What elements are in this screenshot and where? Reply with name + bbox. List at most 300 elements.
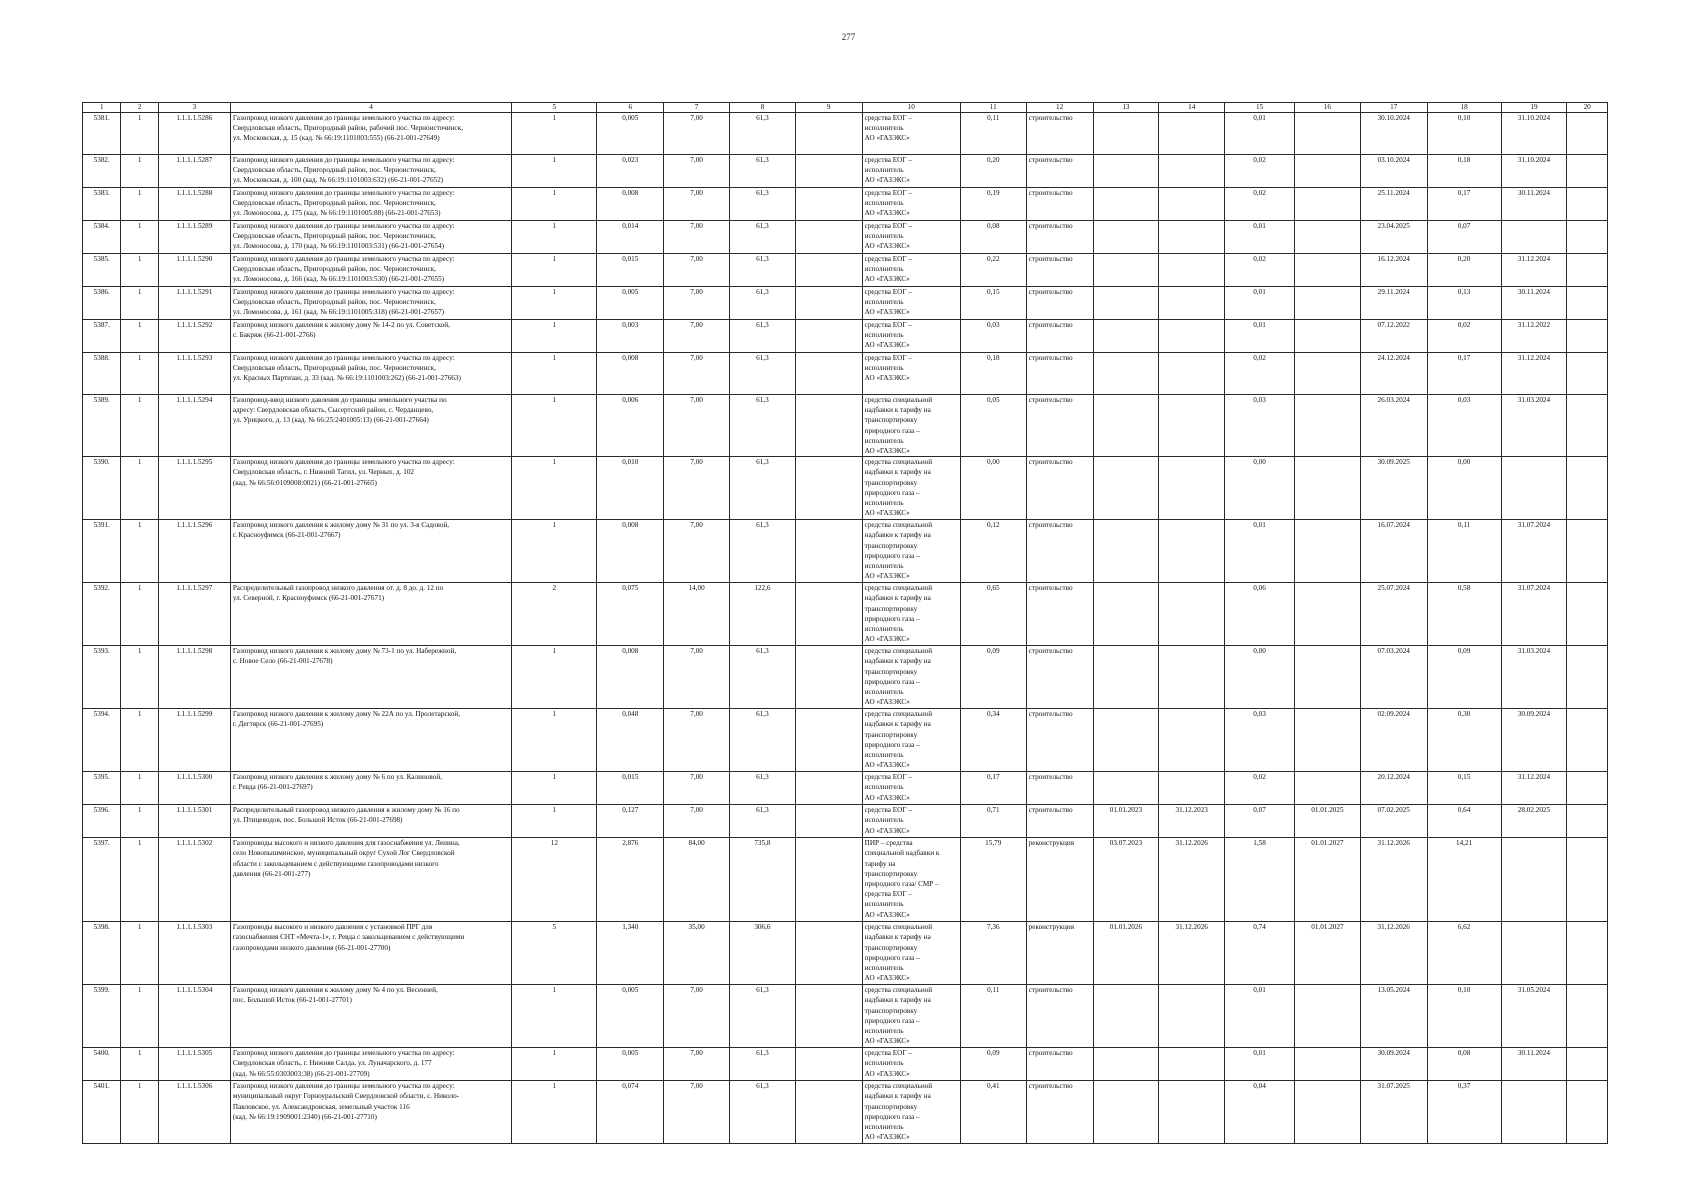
cell-object-code: 1.1.1.1.5286 [158,113,230,155]
cell-col-16 [1294,287,1360,320]
cell-commissioning-date: 31.03.2024 [1501,646,1567,709]
cell-col-2: 1 [121,113,158,155]
cell-col-2: 1 [121,395,158,457]
cell-col-5: 1 [512,985,597,1048]
cell-object-name: Распределительный газопровод низкого давления к жилому дому № 16 по ул. Птицеводов, пос. Большой Исток (66-21-001-27698) [230,805,512,838]
cell-col-9 [795,922,862,985]
cell-col-18: 0,13 [1427,287,1501,320]
cell-col-18: 0,09 [1427,646,1501,709]
cell-object-name: Газопровод низкого давления к жилому дому № 73-1 по ул. Набережной, с. Новое Село (66-21-001-27678) [230,646,512,709]
cell-col-20 [1567,709,1608,772]
cell-row-number: 5393. [83,646,121,709]
cell-commissioning-date: 31.05.2024 [1501,985,1567,1048]
cell-completion-date: 29.11.2024 [1360,287,1427,320]
cell-col-16 [1294,646,1360,709]
cell-col-16 [1294,254,1360,287]
cell-row-number: 5382. [83,155,121,188]
cell-col-16 [1294,353,1360,395]
cell-work-type: строительство [1026,395,1093,457]
cell-col-15: 0,01 [1225,320,1295,353]
cell-object-code: 1.1.1.1.5289 [158,221,230,254]
cell-object-name: Газопровод низкого давления до границы земельного участка по адресу: Свердловская область, Пригородный район, пос. Черноисточинск, ул. Ломоносова, д. 166 (кад. № 66:19:1101003:530) (66-21-001-27655) [230,254,512,287]
cell-completion-date: 26.03.2024 [1360,395,1427,457]
column-header-5: 5 [512,103,597,113]
cell-object-name: Газопровод низкого давления до границы земельного участка по адресу: муниципальный округ Горноуральский Свердловской области, с. Николо- Павловское, ул. Александровская, земельный участок 116 (кад. № 66:19:1909001:2340) (66-21-001-27710) [230,1081,512,1144]
table-row [83,1048,1608,1081]
cell-object-code: 1.1.1.1.5297 [158,583,230,646]
cell-col-15: 0,07 [1225,805,1295,838]
cell-col-15: 0,02 [1225,188,1295,221]
cell-completion-date: 07.12.2022 [1360,320,1427,353]
cell-col-18: 0,10 [1427,985,1501,1048]
cell-object-code: 1.1.1.1.5305 [158,1048,230,1081]
cell-col-7: 7,00 [664,287,730,320]
cell-col-2: 1 [121,287,158,320]
cell-completion-date: 24.12.2024 [1360,353,1427,395]
column-header-6: 6 [597,103,664,113]
cell-object-name: Газопровод низкого давления до границы земельного участка по адресу: Свердловская область, Пригородный район, пос. Черноисточинск, ул. Ломоносова, д. 175 (кад. № 66:19:1101005:88) (66-21-001-27653) [230,188,512,221]
cell-col-15: 0,03 [1225,709,1295,772]
cell-work-type: строительство [1026,221,1093,254]
cell-col-9 [795,395,862,457]
cell-col-15: 0,04 [1225,1081,1295,1144]
cell-col-16 [1294,1081,1360,1144]
cell-col-7: 84,00 [664,838,730,922]
cell-work-type: строительство [1026,805,1093,838]
cell-length: 0,075 [597,583,664,646]
cell-start-date [1093,709,1159,772]
cell-col-15: 0,01 [1225,985,1295,1048]
cell-work-type: строительство [1026,1081,1093,1144]
cell-commissioning-date: 28.02.2025 [1501,805,1567,838]
cell-col-16 [1294,985,1360,1048]
cell-col-7: 7,00 [664,221,730,254]
cell-col-15: 0,02 [1225,353,1295,395]
column-header-4: 4 [230,103,512,113]
cell-col-20 [1567,320,1608,353]
cell-length: 0,005 [597,1048,664,1081]
cell-col-20 [1567,1081,1608,1144]
cell-row-number: 5390. [83,457,121,520]
cell-end-date [1159,188,1225,221]
cell-col-16 [1294,188,1360,221]
cell-col-9 [795,772,862,805]
cell-commissioning-date [1501,922,1567,985]
cell-funding-source: средства специальной надбавки к тарифу на транспортировку природного газа – исполнитель АО «ГАЗЭКС» [862,395,960,457]
cell-col-16 [1294,583,1360,646]
cell-length: 0,003 [597,320,664,353]
cell-start-date [1093,1048,1159,1081]
cell-length: 0,008 [597,646,664,709]
column-header-8: 8 [730,103,796,113]
column-header-13: 13 [1093,103,1159,113]
cell-completion-date: 30.09.2025 [1360,457,1427,520]
cell-col-8: 61,3 [730,646,796,709]
cell-col-5: 1 [512,221,597,254]
cell-commissioning-date: 30.11.2024 [1501,1048,1567,1081]
cell-col-2: 1 [121,1081,158,1144]
cell-row-number: 5397. [83,838,121,922]
cell-col-5: 1 [512,113,597,155]
cell-completion-date: 20.12.2024 [1360,772,1427,805]
cell-col-15: 0,01 [1225,113,1295,155]
cell-col-16 [1294,1048,1360,1081]
cell-row-number: 5384. [83,221,121,254]
table-row [83,320,1608,353]
cell-col-7: 7,00 [664,155,730,188]
cell-commissioning-date: 31.03.2024 [1501,395,1567,457]
cell-col-8: 61,3 [730,709,796,772]
column-header-16: 16 [1294,103,1360,113]
cell-object-name: Газопровод-ввод низкого давления до границы земельного участка по адресу: Свердловская область, Сысертский район, с. Черданцево, ул. Урицкого, д. 13 (кад. № 66:25:2401005:13) (66-21-001-27664) [230,395,512,457]
cell-object-code: 1.1.1.1.5293 [158,353,230,395]
table-row [83,287,1608,320]
cell-col-2: 1 [121,320,158,353]
cell-row-number: 5392. [83,583,121,646]
cell-col-9 [795,320,862,353]
cell-row-number: 5395. [83,772,121,805]
cell-col-15: 1,58 [1225,838,1295,922]
table-row [83,457,1608,520]
column-header-9: 9 [795,103,862,113]
cell-length: 0,127 [597,805,664,838]
cell-col-2: 1 [121,353,158,395]
cell-object-code: 1.1.1.1.5290 [158,254,230,287]
cell-commissioning-date: 31.10.2024 [1501,155,1567,188]
table-row [83,772,1608,805]
cell-funding-source: средства специальной надбавки к тарифу на транспортировку природного газа – исполнитель АО «ГАЗЭКС» [862,646,960,709]
cell-object-name: Газопровод низкого давления к жилому дому № 6 по ул. Калиновой, г. Ревда (66-21-001-27697) [230,772,512,805]
cell-col-2: 1 [121,583,158,646]
cell-funding-source: средства ЕОГ – исполнитель АО «ГАЗЭКС» [862,805,960,838]
column-header-7: 7 [664,103,730,113]
cell-length: 0,005 [597,113,664,155]
cell-funding-source: средства ЕОГ – исполнитель АО «ГАЗЭКС» [862,353,960,395]
table-row [83,1081,1608,1144]
cell-col-18: 0,64 [1427,805,1501,838]
cell-col-9 [795,113,862,155]
column-header-17: 17 [1360,103,1427,113]
cell-col-16: 01.01.2027 [1294,838,1360,922]
cell-object-name: Газопровод низкого давления к жилому дому № 14-2 по ул. Советской, с. Бакряж (66-21-001-2766) [230,320,512,353]
cell-work-type: строительство [1026,1048,1093,1081]
cell-object-code: 1.1.1.1.5304 [158,985,230,1048]
cell-col-15: 0,00 [1225,646,1295,709]
cell-object-name: Газопровод низкого давления до границы земельного участка по адресу: Свердловская область, Пригородный район, пос. Черноисточинск, ул. Ломоносова, д. 170 (кад. № 66:19:1101003:531) (66-21-001-27654) [230,221,512,254]
cell-col-9 [795,709,862,772]
cell-col-16 [1294,113,1360,155]
cell-col-5: 1 [512,287,597,320]
column-header-3: 3 [158,103,230,113]
cell-col-5: 1 [512,805,597,838]
cell-col-7: 7,00 [664,320,730,353]
table-row [83,646,1608,709]
cell-row-number: 5399. [83,985,121,1048]
cell-end-date [1159,395,1225,457]
cell-col-8: 61,3 [730,353,796,395]
cell-work-type: строительство [1026,772,1093,805]
cell-commissioning-date [1501,221,1567,254]
cell-cost: 0,12 [960,520,1026,583]
cell-col-16 [1294,520,1360,583]
table-row [83,254,1608,287]
cell-col-20 [1567,287,1608,320]
cell-col-9 [795,838,862,922]
cell-work-type: строительство [1026,254,1093,287]
cell-completion-date: 07.02.2025 [1360,805,1427,838]
cell-object-code: 1.1.1.1.5292 [158,320,230,353]
cell-col-18: 0,08 [1427,1048,1501,1081]
cell-end-date [1159,520,1225,583]
cell-col-5: 1 [512,1048,597,1081]
table-row [83,838,1608,922]
column-header-1: 1 [83,103,121,113]
cell-funding-source: средства специальной надбавки к тарифу на транспортировку природного газа – исполнитель АО «ГАЗЭКС» [862,709,960,772]
cell-col-20 [1567,188,1608,221]
cell-col-5: 1 [512,320,597,353]
cell-cost: 0,15 [960,287,1026,320]
cell-start-date [1093,221,1159,254]
cell-length: 0,008 [597,353,664,395]
cell-completion-date: 25.07.2024 [1360,583,1427,646]
cell-completion-date: 30.10.2024 [1360,113,1427,155]
cell-col-2: 1 [121,520,158,583]
cell-col-20 [1567,395,1608,457]
cell-col-16 [1294,155,1360,188]
cell-cost: 0,18 [960,353,1026,395]
cell-object-name: Газопроводы высокого и низкого давления с установкой ПРГ для газоснабжения СНТ «Мечта-1», г. Ревда с закольцеванием с действующими газопроводами низкого давления (66-21-001-27700) [230,922,512,985]
cell-funding-source: средства специальной надбавки к тарифу на транспортировку природного газа – исполнитель АО «ГАЗЭКС» [862,583,960,646]
cell-col-20 [1567,805,1608,838]
cell-col-15: 0,01 [1225,520,1295,583]
cell-cost: 0,65 [960,583,1026,646]
cell-start-date [1093,188,1159,221]
cell-col-2: 1 [121,221,158,254]
investment-program-table [82,102,1608,1144]
cell-work-type: реконструкция [1026,922,1093,985]
cell-col-9 [795,520,862,583]
cell-col-16 [1294,772,1360,805]
cell-row-number: 5381. [83,113,121,155]
cell-start-date [1093,985,1159,1048]
cell-col-20 [1567,1048,1608,1081]
cell-col-7: 14,00 [664,583,730,646]
cell-col-2: 1 [121,838,158,922]
cell-col-9 [795,254,862,287]
cell-col-5: 1 [512,457,597,520]
cell-funding-source: средства ЕОГ – исполнитель АО «ГАЗЭКС» [862,287,960,320]
cell-end-date: 31.12.2026 [1159,922,1225,985]
cell-col-20 [1567,457,1608,520]
cell-work-type: строительство [1026,353,1093,395]
cell-commissioning-date [1501,1081,1567,1144]
cell-end-date: 31.12.2026 [1159,838,1225,922]
cell-col-15: 0,02 [1225,155,1295,188]
cell-row-number: 5394. [83,709,121,772]
cell-cost: 0,05 [960,395,1026,457]
cell-col-7: 7,00 [664,805,730,838]
cell-start-date [1093,320,1159,353]
cell-col-20 [1567,985,1608,1048]
cell-col-5: 1 [512,188,597,221]
cell-end-date [1159,155,1225,188]
cell-col-16: 01.01.2025 [1294,805,1360,838]
cell-cost: 0,09 [960,646,1026,709]
cell-object-code: 1.1.1.1.5294 [158,395,230,457]
cell-col-18: 0,37 [1427,1081,1501,1144]
cell-funding-source: средства ЕОГ – исполнитель АО «ГАЗЭКС» [862,254,960,287]
cell-cost: 0,09 [960,1048,1026,1081]
cell-col-9 [795,985,862,1048]
cell-col-5: 5 [512,922,597,985]
cell-length: 0,010 [597,457,664,520]
cell-work-type: реконструкция [1026,838,1093,922]
cell-completion-date: 25.11.2024 [1360,188,1427,221]
column-header-10: 10 [862,103,960,113]
page-number: 277 [841,32,856,42]
cell-length: 0,005 [597,985,664,1048]
cell-cost: 0,71 [960,805,1026,838]
cell-col-7: 7,00 [664,353,730,395]
cell-col-5: 1 [512,155,597,188]
cell-col-2: 1 [121,805,158,838]
column-header-20: 20 [1567,103,1608,113]
cell-length: 0,014 [597,221,664,254]
cell-col-15: 0,02 [1225,772,1295,805]
cell-col-15: 0,06 [1225,583,1295,646]
cell-commissioning-date: 31.07.2024 [1501,520,1567,583]
cell-col-18: 0,58 [1427,583,1501,646]
cell-commissioning-date: 31.10.2024 [1501,113,1567,155]
cell-col-20 [1567,583,1608,646]
cell-length: 0,008 [597,520,664,583]
cell-work-type: строительство [1026,113,1093,155]
cell-work-type: строительство [1026,583,1093,646]
column-header-2: 2 [121,103,158,113]
cell-col-5: 1 [512,772,597,805]
table-row [83,113,1608,155]
cell-row-number: 5398. [83,922,121,985]
column-header-11: 11 [960,103,1026,113]
cell-end-date [1159,985,1225,1048]
column-number-row [83,103,1608,113]
cell-object-name: Газопровод низкого давления к жилому дому № 4 по ул. Весенней, пос. Большой Исток (66-21-001-27701) [230,985,512,1048]
cell-col-7: 35,00 [664,922,730,985]
cell-col-7: 7,00 [664,1081,730,1144]
cell-col-2: 1 [121,709,158,772]
cell-length: 0,005 [597,287,664,320]
cell-length: 1,340 [597,922,664,985]
cell-row-number: 5400. [83,1048,121,1081]
cell-commissioning-date: 31.12.2024 [1501,353,1567,395]
cell-funding-source: средства ЕОГ – исполнитель АО «ГАЗЭКС» [862,221,960,254]
cell-col-20 [1567,922,1608,985]
cell-col-7: 7,00 [664,1048,730,1081]
cell-col-20 [1567,646,1608,709]
cell-col-7: 7,00 [664,395,730,457]
cell-object-name: Газопровод низкого давления до границы земельного участка по адресу: Свердловская область, Пригородный район, пос. Черноисточинск, ул. Ломоносова, д. 161 (кад. № 66:19:1101005:318) (66-21-001-27657) [230,287,512,320]
cell-end-date [1159,583,1225,646]
cell-work-type: строительство [1026,520,1093,583]
column-header-19: 19 [1501,103,1567,113]
cell-length: 2,876 [597,838,664,922]
table-row [83,395,1608,457]
cell-col-8: 61,3 [730,985,796,1048]
cell-col-5: 1 [512,520,597,583]
cell-start-date [1093,395,1159,457]
cell-commissioning-date: 31.12.2024 [1501,772,1567,805]
cell-col-16 [1294,709,1360,772]
cell-col-7: 7,00 [664,520,730,583]
cell-work-type: строительство [1026,646,1093,709]
cell-length: 0,048 [597,709,664,772]
cell-col-2: 1 [121,646,158,709]
cell-col-15: 0,01 [1225,221,1295,254]
cell-commissioning-date: 31.07.2024 [1501,583,1567,646]
cell-funding-source: средства ЕОГ – исполнитель АО «ГАЗЭКС» [862,188,960,221]
column-header-15: 15 [1225,103,1295,113]
table-row [83,188,1608,221]
cell-col-2: 1 [121,922,158,985]
cell-col-15: 0,00 [1225,457,1295,520]
column-header-12: 12 [1026,103,1093,113]
cell-start-date [1093,113,1159,155]
cell-commissioning-date: 30.11.2024 [1501,287,1567,320]
cell-col-18: 0,15 [1427,772,1501,805]
cell-cost: 0,11 [960,113,1026,155]
cell-col-20 [1567,353,1608,395]
cell-end-date [1159,221,1225,254]
cell-col-7: 7,00 [664,188,730,221]
cell-col-9 [795,583,862,646]
cell-col-8: 735,8 [730,838,796,922]
cell-start-date: 01.01.2023 [1093,805,1159,838]
cell-start-date [1093,254,1159,287]
cell-funding-source: средства ЕОГ – исполнитель АО «ГАЗЭКС» [862,772,960,805]
cell-col-8: 61,3 [730,287,796,320]
cell-col-8: 61,3 [730,188,796,221]
cell-commissioning-date: 30.09.2024 [1501,709,1567,772]
cell-col-7: 7,00 [664,113,730,155]
cell-cost: 0,00 [960,457,1026,520]
cell-col-2: 1 [121,985,158,1048]
cell-work-type: строительство [1026,709,1093,772]
cell-col-18: 0,02 [1427,320,1501,353]
cell-funding-source: средства специальной надбавки к тарифу на транспортировку природного газа – исполнитель АО «ГАЗЭКС» [862,1081,960,1144]
cell-completion-date: 30.09.2024 [1360,1048,1427,1081]
cell-end-date [1159,254,1225,287]
cell-work-type: строительство [1026,287,1093,320]
cell-col-5: 1 [512,395,597,457]
cell-work-type: строительство [1026,320,1093,353]
table-row [83,353,1608,395]
cell-col-8: 61,3 [730,520,796,583]
cell-col-15: 0,01 [1225,287,1295,320]
cell-col-18: 0,30 [1427,709,1501,772]
cell-col-15: 0,01 [1225,1048,1295,1081]
table-row [83,709,1608,772]
cell-col-7: 7,00 [664,646,730,709]
cell-col-2: 1 [121,457,158,520]
column-header-18: 18 [1427,103,1501,113]
cell-completion-date: 02.09.2024 [1360,709,1427,772]
cell-col-8: 61,3 [730,1048,796,1081]
cell-col-20 [1567,155,1608,188]
cell-object-code: 1.1.1.1.5300 [158,772,230,805]
table-row [83,155,1608,188]
cell-end-date [1159,1048,1225,1081]
cell-object-code: 1.1.1.1.5302 [158,838,230,922]
